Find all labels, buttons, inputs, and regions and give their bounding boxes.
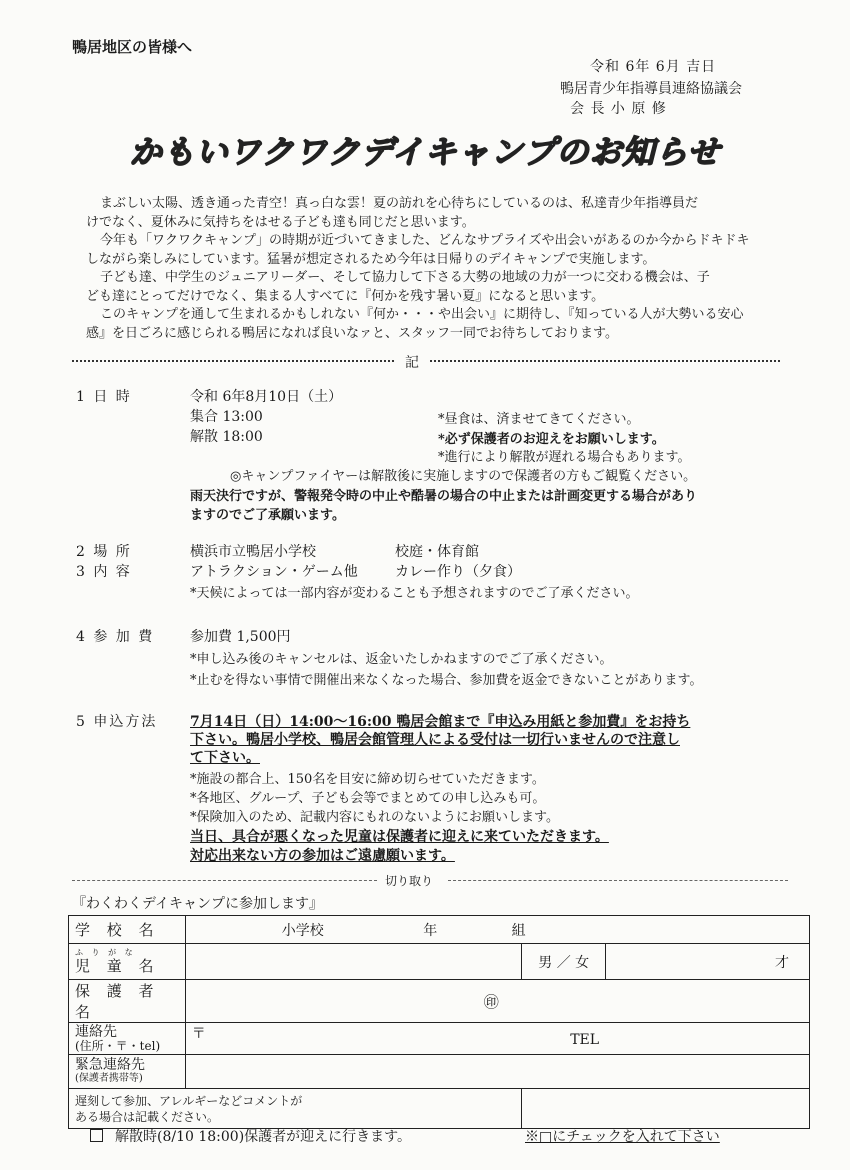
emergency-field[interactable] <box>185 1055 809 1089</box>
form-title: 『わくわくデイキャンプに参加します』 <box>72 896 324 912</box>
school-label: 学 校 名 <box>69 916 186 944</box>
section1-label: 1 日 時 <box>76 389 132 405</box>
furigana-label: ふ り が な <box>75 948 136 957</box>
chairperson: 会 長 小 原 修 <box>570 101 667 117</box>
gender-field[interactable]: 男 ／ 女 <box>522 944 606 980</box>
divider-right <box>430 360 780 362</box>
note-campfire: ◎キャンプファイヤーは解散後に実施しますので保護者の方もご観覧ください。 <box>230 469 697 484</box>
rain-note-1: 雨天決行ですが、警報発令時の中止や酷暑の場合の中止または計画変更する場合があり <box>190 489 698 504</box>
grade-label: 年 <box>423 922 438 939</box>
apply-note-2: *各地区、グループ、子ども会等でまとめての申し込みも可。 <box>190 791 546 806</box>
event-date: 令和 6年8月10日（土） <box>190 389 343 405</box>
venue: 横浜市立鴨居小学校 <box>190 544 316 560</box>
pickup-text: 解散時(8/10 18:00)保護者が迎えに行きます。 <box>115 1129 412 1145</box>
comment-field[interactable] <box>522 1089 810 1129</box>
application-form <box>68 915 810 1129</box>
title-text: かもいワクワクデイキャンプのお知らせ <box>129 133 721 171</box>
apply-note-3: *保険加入のため、記載内容にもれのないようにお願いします。 <box>190 810 559 825</box>
school-field[interactable] <box>185 916 809 944</box>
intro-p1b: けでなく、夏休みに気持ちをはせる子ども達も同じだと思います。 <box>86 214 475 230</box>
comment-label: 遅刻して参加、アレルギーなどコメントが ある場合は記載ください。 <box>69 1089 522 1129</box>
organization: 鴨居青少年指導員連絡協議会 <box>560 81 742 97</box>
intro-p4a: このキャンプを通して生まれるかもしれない『何か・・・や出会い』に期待し、『知っている人が大勢いる安心 <box>100 307 744 322</box>
section2-label: 2 場 所 <box>76 544 132 560</box>
apply-line-1: 7月14日（日）14:00～16:00 鴨居会館まで『申込み用紙と参加費』をお持ち <box>190 714 691 730</box>
postal-mark: 〒 <box>191 1026 206 1042</box>
content-sub: カレー作り（夕食） <box>395 564 521 580</box>
apply-line-2: 下さい。鴨居小学校、鴨居会館管理人による受付は一切行いませんので注意し <box>190 732 680 748</box>
intro-text <box>86 195 776 343</box>
note-pickup: *必ず保護者のお迎えをお願いします。 <box>438 432 665 447</box>
section5-label: 5 申込方法 <box>76 714 158 730</box>
guardian-name-field[interactable] <box>185 980 809 1023</box>
intro-p3a: 子ども達、中学生のジュニアリーダー、そして協力して下さる大勢の地域の力が一つに交わる機会は、子 <box>100 270 710 285</box>
section4-label: 4 参 加 費 <box>76 629 155 645</box>
note-delay: *進行により解散が遅れる場合もあります。 <box>438 450 691 465</box>
meet-time: 集合 13:00 <box>190 409 263 425</box>
venue-sub: 校庭・体育館 <box>395 544 479 560</box>
apply-line-3: て下さい。 <box>190 750 260 766</box>
weather-note: *天候によっては一部内容が変わることも予想されますのでご了承ください。 <box>190 586 639 601</box>
note-lunch: *昼食は、済ませてきてください。 <box>438 412 640 427</box>
issue-date: 令和 6年 6月 吉日 <box>590 59 717 75</box>
cut-label: 切り取り <box>385 874 434 888</box>
cut-line-right <box>448 880 788 881</box>
intro-p3b: ども達にとってだけでなく、集まる人すべてに『何かを残す暑い夏』になると思います。 <box>86 288 605 304</box>
page-title <box>0 128 850 172</box>
seal-mark: ㊞ <box>483 992 499 1011</box>
apply-warning-1: 当日、具合が悪くなった児童は保護者に迎えに来ていただきます。 <box>190 829 609 845</box>
contact-label: 連絡先 (住所・〒・tel) <box>69 1023 186 1055</box>
check-note: ※□にチェックを入れて下さい <box>525 1129 720 1145</box>
intro-p2b: しながら楽しみにしています。猛暑が想定されるため今年は日帰りのデイキャンプで実施します。 <box>86 251 656 267</box>
emergency-label: 緊急連絡先 (保護者携帯等) <box>69 1055 186 1089</box>
content: アトラクション・ゲーム他 <box>190 564 358 580</box>
dismiss-time: 解散 18:00 <box>190 429 263 445</box>
cut-line-left <box>72 880 377 881</box>
child-label: ふ り が な 児 童 名 <box>69 944 186 980</box>
tel-label: TEL <box>570 1032 600 1048</box>
age-field[interactable]: 才 <box>606 944 810 980</box>
addressee: 鴨居地区の皆様へ <box>72 38 193 56</box>
guardian-label: 保 護 者 名 <box>69 980 186 1023</box>
rain-note-2: ますのでご了承願います。 <box>190 508 345 523</box>
fee-note-1: *申し込み後のキャンセルは、返金いたしかねますのでご了承ください。 <box>190 652 613 667</box>
ki-label: 記 <box>405 355 419 371</box>
apply-warning-2: 対応出来ない方の参加はご遠慮願います。 <box>190 848 455 864</box>
intro-p2a: 今年も「ワクワクキャンプ」の時期が近づいてきました、どんなサプライズや出会いがあるのか今からドキドキ <box>100 233 750 248</box>
intro-p4b: 感』を日ごろに感じられる鴨居になれば良いなァと、スタッフ一同でお待ちしております。 <box>86 325 618 341</box>
apply-note-1: *施設の都合上、150名を目安に締め切らせていただきます。 <box>190 772 545 787</box>
fee-note-2: *止むを得ない事情で開催出来なくなった場合、参加費を返金できないことがあります。 <box>190 673 703 688</box>
pickup-checkbox[interactable] <box>90 1129 103 1142</box>
pickup-row <box>90 1126 411 1146</box>
title-graphic <box>0 128 850 172</box>
intro-p1a: まぶしい太陽、透き通った青空！真っ白な雲！夏の訪れを心待ちにしているのは、私達青少年指導員だ <box>100 196 699 211</box>
class-label: 組 <box>511 922 526 939</box>
child-name-field[interactable] <box>185 944 522 980</box>
divider-left <box>72 360 394 362</box>
contact-field[interactable] <box>185 1023 809 1055</box>
school-suffix: 小学校 <box>281 922 324 939</box>
fee: 参加費 1,500円 <box>190 629 291 645</box>
section3-label: 3 内 容 <box>76 564 132 580</box>
